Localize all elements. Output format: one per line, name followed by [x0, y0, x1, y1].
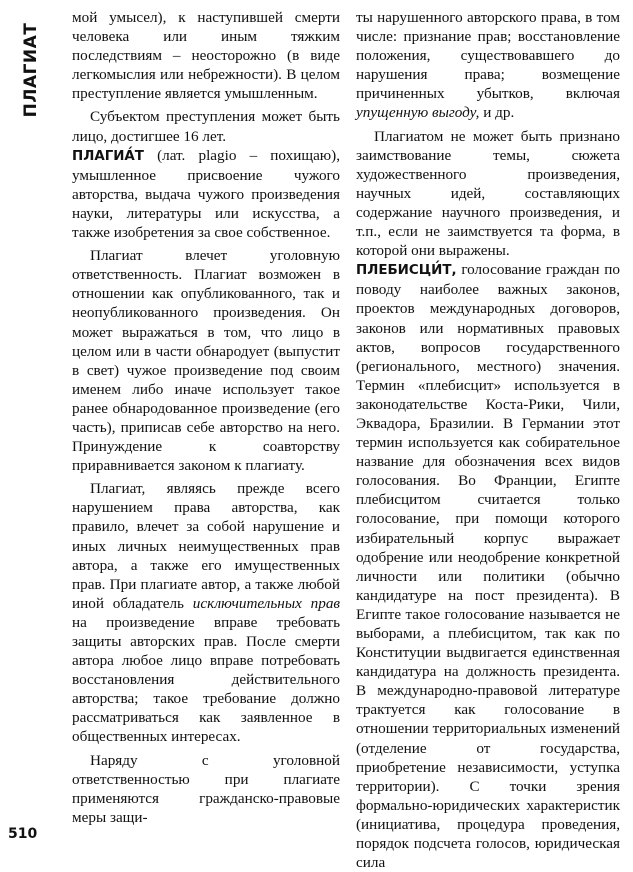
- paragraph-borrowing: Плагиатом не может быть признано заимствование темы, сюжета художественного произведения, научных идей, составляющих содержание научного произведения, и т.п., если не заимствуется та форма, в которой они выражены.: [356, 127, 620, 260]
- paragraph-continuation-right: [356, 8, 620, 123]
- entry-term-plebiscit: ПЛЕБИСЦИ́Т,: [356, 263, 457, 279]
- entry-etymology: (лат. plagio – похищаю),: [157, 146, 341, 164]
- text-span: Плагиат, являясь прежде всего нарушением права авторства, как правило, влечет за собой нарушение и иных личных неимущественных прав автора, а также его имущественных прав. При плагиате автор, а также любой иной обладатель: [72, 480, 340, 612]
- paragraph-liability: Плагиат влечет уголовную ответственность. Плагиат возможен в отношении как опубликованного, так и неопубликованного произведения. Он может выражаться в том, что лицо в целом или в части обнародует (выпустит в свет) чужое произведение под своим именем либо иначе использует такое ранее обнародованное произведение (его часть), приписав себе авторство на него. Принуждение к соавторству приравнивается законом к плагиату.: [72, 247, 340, 475]
- entry-definition: умышленное присвоение чужого авторства, выдача чужого произведения науки, литературы или искусства, а также изобретения за свое собственное.: [72, 166, 340, 242]
- running-head: [8, 20, 54, 120]
- italic-term: исключительных прав: [192, 594, 341, 612]
- text-span: на произведение вправе требовать защиты авторских прав. После смерти автора любое лицо вправе потребовать восстановления действительного авторства; такое требование должно рассматриваться как заявленное в общественных интересах.: [72, 613, 340, 746]
- text-span: и др.: [483, 104, 515, 122]
- entry-term-plagiat: ПЛАГИА́Т: [72, 148, 144, 164]
- paragraph-continuation: мой умысел), к наступившей смерти человека или иным тяжким последствиям – неосторожно (в виде легкомыслия или небрежности). В целом преступление является умышленным.: [72, 9, 340, 103]
- text-span: ты нарушенного авторского права, в том числе: признание прав; восстановление положения, существовавшего до нарушения права; возмещение причиненных убытков, включая: [356, 9, 620, 103]
- italic-term: упущенную выгоду,: [356, 104, 480, 122]
- paragraph-rights: [72, 479, 340, 746]
- entry-plebiscit: [356, 260, 620, 872]
- entry-plagiat: [72, 146, 340, 242]
- running-head-text: ПЛАГИАТ: [21, 22, 41, 118]
- left-column: [72, 8, 340, 856]
- paragraph-subject: Субъектом преступления может быть лицо, достигшее 16 лет.: [72, 108, 340, 145]
- entry-definition: голосование граждан по поводу наиболее важных законов, проектов международных договоров, законов или нормативных правовых актов, вопросов государственного (регионального, местного) значения. Термин «плебисцит» используется в законодательстве Коста-Рики, Чили, Эквадора, Бразилии. В Германии этот термин используется как собирательное название для обозначения всех видов голосования. Во Франции, Египте плебисцитом считается только голосование, при помощи которого избирательный корпус выражает одобрение или неодобрение конкретной личности или политики (обычно кандидатуре на пост президента). В Египте такое голосование называется не выборами, а плебисцитом, так как по Конституции выдвигается единственная кандидатура на должность президента. В международно-правовой литературе трактуется как голосование в отношении территориальных изменений (отделение от государства, приобретение независимости, уступка территории). С точки зрения формально-юридических характеристик (инициатива, процедура проведения, порядок подсчета голосов, юридическая сила: [356, 261, 620, 872]
- page-number: 510: [8, 826, 38, 842]
- paragraph-civil-measures: Наряду с уголовной ответственностью при плагиате применяются гражданско-правовые меры защи-: [72, 751, 340, 826]
- right-column: [356, 8, 620, 872]
